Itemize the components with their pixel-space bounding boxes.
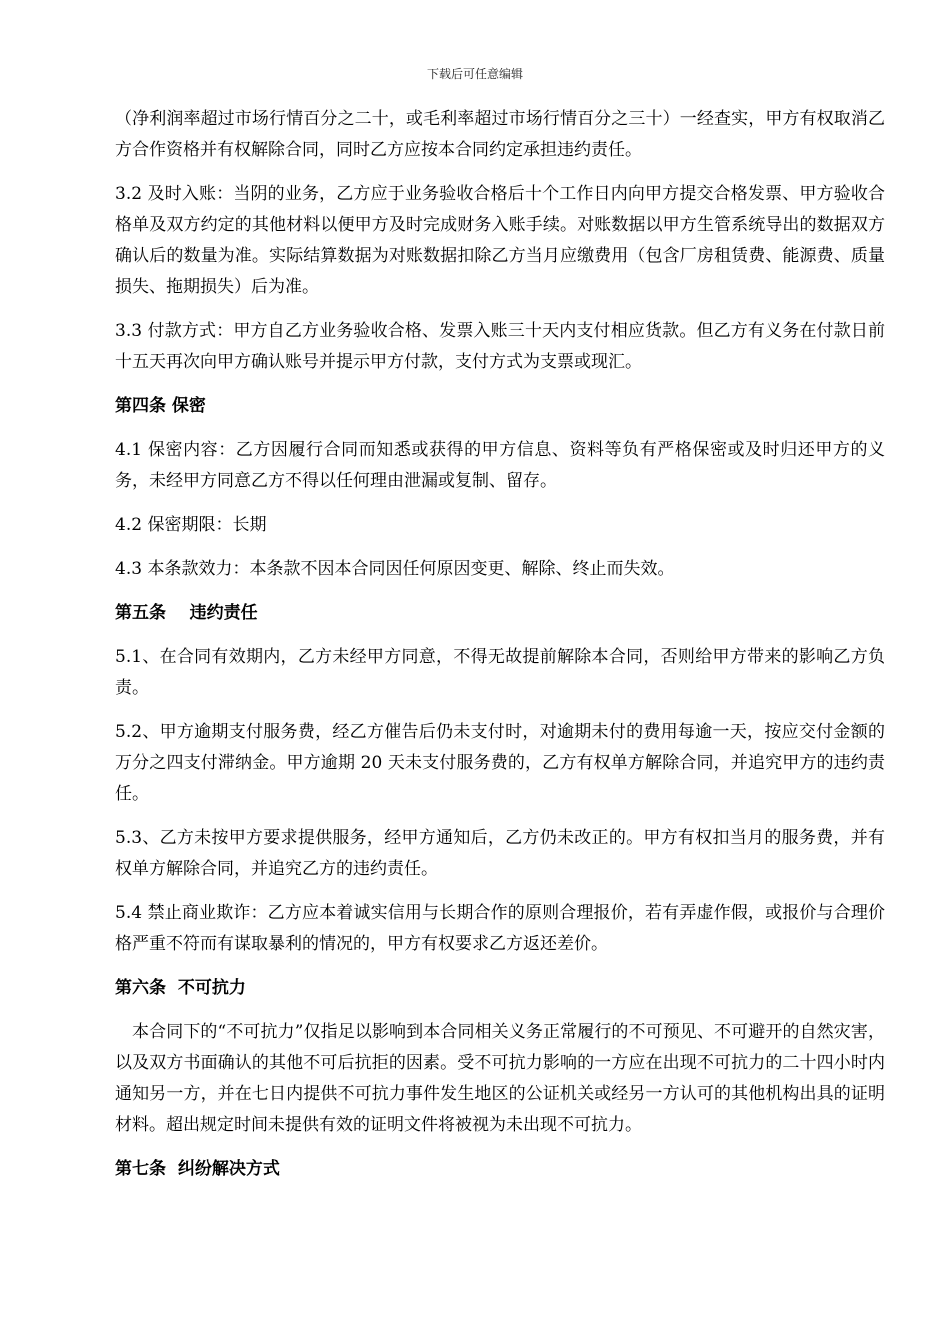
heading-article-6: 第六条 不可抗力 bbox=[115, 978, 246, 998]
paragraph-3-2: 3.2 及时入账：当阴的业务，乙方应于业务验收合格后十个工作日内向甲方提交合格发票、甲方验收合格单及双方约定的其他材料以便甲方及时完成财务入账手续。对账数据以甲方生管系统导出的数据双方确认后的数量为准。实际结算数据为对账数据扣除乙方当月应缴费用（包含厂房租赁费、能源费、质量损失、拖期损失）后为准。 bbox=[115, 184, 885, 297]
paragraph-4-1: 4.1 保密内容：乙方因履行合同而知悉或获得的甲方信息、资料等负有严格保密或及时归还甲方的义务，未经甲方同意乙方不得以任何理由泄漏或复制、留存。 bbox=[115, 440, 885, 491]
paragraph-4-2: 4.2 保密期限：长期 bbox=[115, 515, 267, 535]
paragraph-5-2: 5.2、甲方逾期支付服务费，经乙方催告后仍未支付时，对逾期未付的费用每逾一天，按应交付金额的万分之四支付滞纳金。甲方逾期 20 天未支付服务费的，乙方有权单方解除合同，并追究甲方的违约责任。 bbox=[115, 722, 885, 804]
paragraph-profit-clause: （净利润率超过市场行情百分之二十，或毛利率超过市场行情百分之三十）一经查实，甲方有权取消乙方合作资格并有权解除合同，同时乙方应按本合同约定承担违约责任。 bbox=[115, 109, 885, 160]
paragraph-5-3: 5.3、乙方未按甲方要求提供服务，经甲方通知后，乙方仍未改正的。甲方有权扣当月的服务费，并有权单方解除合同，并追究乙方的违约责任。 bbox=[115, 828, 885, 879]
paragraph-5-4: 5.4 禁止商业欺诈：乙方应本着诚实信用与长期合作的原则合理报价，若有弄虚作假，或报价与合理价格严重不符而有谋取暴利的情况的，甲方有权要求乙方返还差价。 bbox=[115, 903, 885, 954]
paragraph-force-majeure: 本合同下的“不可抗力”仅指足以影响到本合同相关义务正常履行的不可预见、不可避开的自然灾害，以及双方书面确认的其他不可后抗拒的因素。受不可抗力影响的一方应在出现不可抗力的二十四小时内通知另一方，并在七日内提供不可抗力事件发生地区的公证机关或经另一方认可的其他机构出具的证明材料。超出规定时间未提供有效的证明文件将被视为未出现不可抗力。 bbox=[115, 1022, 885, 1135]
document-body bbox=[115, 104, 885, 1198]
heading-article-4: 第四条 保密 bbox=[115, 396, 206, 416]
paragraph-4-3: 4.3 本条款效力：本条款不因本合同因任何原因变更、解除、终止而失效。 bbox=[115, 559, 675, 579]
paragraph-3-3: 3.3 付款方式：甲方自乙方业务验收合格、发票入账三十天内支付相应货款。但乙方有义务在付款日前十五天再次向甲方确认账号并提示甲方付款，支付方式为支票或现汇。 bbox=[115, 321, 885, 372]
paragraph-5-1: 5.1、在合同有效期内，乙方未经甲方同意，不得无故提前解除本合同，否则给甲方带来的影响乙方负责。 bbox=[115, 647, 885, 698]
heading-article-7: 第七条 纠纷解决方式 bbox=[115, 1159, 280, 1179]
heading-article-5: 第五条 违约责任 bbox=[115, 603, 258, 623]
page-header: 下载后可任意编辑 bbox=[426, 67, 523, 81]
